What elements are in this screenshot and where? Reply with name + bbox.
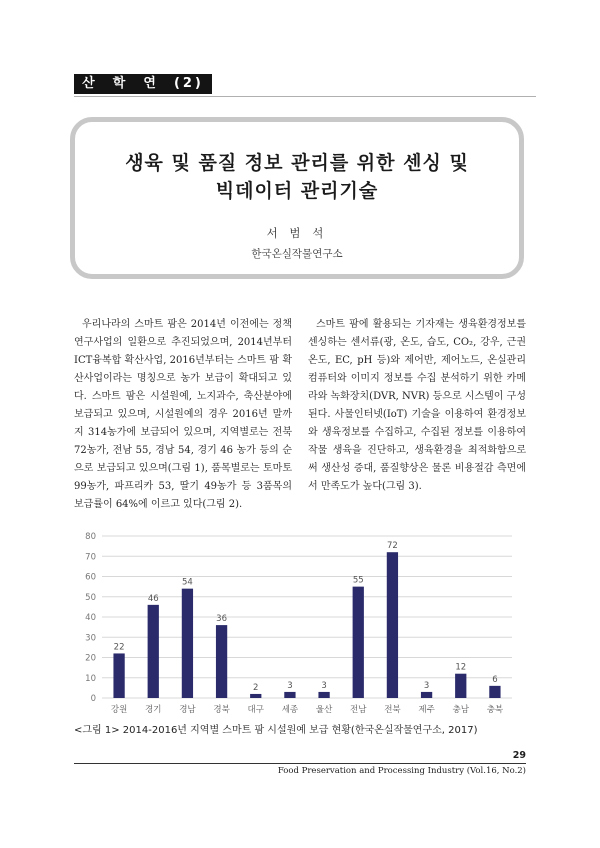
x-tick-label: 대구 [247, 705, 264, 715]
data-label: 2 [253, 682, 259, 693]
y-tick-label: 50 [85, 592, 96, 603]
data-label: 3 [287, 680, 293, 691]
article-title-line2: 빅데이터 관리기술 [215, 180, 379, 202]
bar [489, 686, 500, 698]
body-paragraph-2: 스마트 팜에 활용되는 기자재는 생육환경정보를 센싱하는 센서류(광, 온도, 습도, CO₂, 강우, 근권온도, EC, pH 등)와 제어반, 제어노드, 온실관리 컴퓨터와 이미지 정보를 수집 분석하기 위한 카메라와 녹화장치(DVR, NVR) 등으로 시스템이 구성된다. 사물인터넷(IoT) 기술을 이용하여 환경정보와 생육정보를 수집하고, 수집된 정보를 이용하여 작물 생육을 진단하고, 생육환경을 최적화함으로써 생산성 증대, 품질향상은 물론 비용절감 측면에서 만족도가 높다(그림 3). [308, 319, 526, 492]
data-label: 3 [423, 680, 430, 691]
x-tick-label: 전남 [350, 705, 367, 715]
author-affiliation: 한국온실작물연구소 [251, 248, 343, 260]
x-tick-label: 충남 [452, 705, 469, 715]
data-label: 6 [492, 674, 498, 685]
data-label: 55 [352, 575, 364, 586]
data-label: 46 [147, 593, 159, 604]
page-number: 29 [512, 750, 526, 761]
author-name: 서 범 석 [266, 226, 328, 240]
bar [250, 694, 261, 698]
bar [353, 587, 364, 698]
data-label: 3 [321, 680, 327, 691]
y-tick-label: 40 [85, 613, 96, 623]
bar [284, 692, 295, 698]
x-tick-label: 충북 [486, 705, 504, 715]
y-tick-label: 30 [85, 633, 96, 644]
x-tick-label: 울산 [315, 705, 333, 715]
y-tick-label: 80 [85, 532, 96, 542]
bar [182, 589, 193, 698]
bar [455, 674, 466, 698]
x-tick-label: 경기 [145, 705, 162, 715]
x-tick-label: 강원 [110, 705, 128, 715]
figure-caption: <그림 1> 2014-2016년 지역별 스마트 팜 시설원예 보급 현황(한국온실작물연구소, 2017) [74, 725, 478, 736]
x-tick-label: 제주 [418, 705, 435, 715]
article-title-line1: 생육 및 품질 정보 관리를 위한 센싱 및 [125, 152, 469, 174]
figure-1-bar-chart [74, 522, 520, 718]
body-paragraph-1: 우리나라의 스마트 팜은 2014년 이전에는 정책연구사업의 일환으로 추진되었으며, 2014년부터 ICT융복합 확산사업, 2016년부터는 스마트 팜 확산사업이라는 명칭으로 농가 보급이 확대되고 있다. 스마트 팜은 시설원예, 노지과수, 축산분야에 보급되고 있으며, 시설원예의 경우 2016년 말까지 314농가에 보급되어 있으며, 지역별로는 전북 72농가, 전남 55, 경남 54, 경기 46 농가 등의 순으로 보급되고 있으며(그림 1), 품목별로는 토마토 99농가, 파프리카 53, 딸기 49농가 등 3품목의 보급률이 64%에 이르고 있다(그림 2). [74, 319, 292, 510]
y-tick-label: 60 [85, 572, 96, 583]
data-label: 72 [387, 541, 398, 552]
section-divider [74, 96, 536, 97]
bar [318, 692, 329, 698]
bar [216, 625, 227, 698]
bar [387, 552, 398, 698]
data-label: 54 [182, 577, 193, 588]
y-tick-label: 70 [85, 552, 96, 563]
title-box [70, 117, 524, 279]
data-label: 12 [455, 662, 467, 673]
x-tick-label: 경북 [213, 705, 230, 715]
bar [148, 605, 159, 698]
footer-divider [74, 763, 526, 764]
y-tick-label: 20 [85, 653, 96, 664]
x-tick-label: 전북 [384, 705, 401, 715]
bar [113, 653, 124, 698]
x-tick-label: 세종 [281, 705, 299, 715]
y-tick-label: 10 [85, 673, 96, 684]
body-column-right [308, 316, 526, 496]
bar [421, 692, 432, 698]
section-tag: 산 학 연 (2) [74, 74, 212, 94]
body-column-left [74, 316, 292, 514]
x-tick-label: 경남 [179, 705, 196, 715]
data-label: 22 [113, 642, 125, 653]
y-tick-label: 0 [90, 694, 96, 704]
data-label: 36 [216, 614, 227, 625]
journal-name: Food Preservation and Processing Industry (Vol.16, No.2) [277, 766, 526, 776]
